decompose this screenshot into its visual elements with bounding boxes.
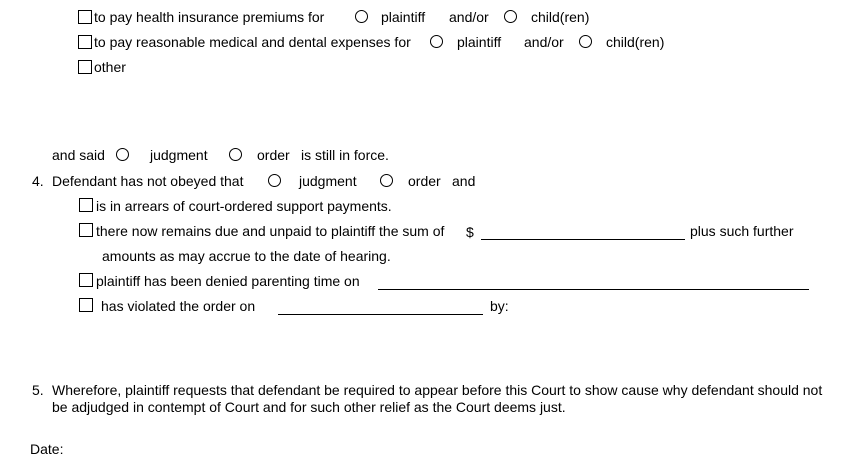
health-insurance-plaintiff-radio[interactable] bbox=[355, 10, 368, 23]
dollar-sign: $ bbox=[466, 224, 474, 240]
obeyed-order-radio[interactable] bbox=[380, 174, 393, 187]
section-4-number: 4. bbox=[32, 173, 44, 189]
health-insurance-children-radio[interactable] bbox=[504, 10, 517, 23]
arrears-checkbox[interactable] bbox=[79, 198, 93, 212]
medical-dental-plaintiff-radio[interactable] bbox=[430, 35, 443, 48]
medical-dental-children-radio[interactable] bbox=[579, 35, 592, 48]
section-5-line-2: be adjudged in contempt of Court and for such other relief as the Court deems just. bbox=[52, 399, 566, 415]
medical-dental-label: to pay reasonable medical and dental expenses for bbox=[94, 34, 411, 50]
parenting-time-label: plaintiff has been denied parenting time on bbox=[96, 273, 360, 289]
medical-dental-andor-label: and/or bbox=[524, 34, 564, 50]
obeyed-judgment-radio[interactable] bbox=[268, 174, 281, 187]
section-5-line-1: Wherefore, plaintiff requests that defendant be required to appear before this Court to show cause why defendant should not bbox=[52, 382, 823, 398]
medical-dental-plaintiff-label: plaintiff bbox=[457, 34, 502, 50]
section-4-text: Defendant has not obeyed that bbox=[52, 173, 244, 189]
medical-dental-checkbox[interactable] bbox=[78, 35, 92, 49]
section-4-and-label: and bbox=[452, 173, 476, 189]
medical-dental-children-label: child(ren) bbox=[606, 34, 665, 50]
amount-due-field[interactable] bbox=[481, 239, 685, 240]
health-insurance-plaintiff-label: plaintiff bbox=[381, 9, 426, 25]
date-label: Date: bbox=[30, 441, 64, 457]
other-label: other bbox=[94, 59, 126, 75]
remains-due-checkbox[interactable] bbox=[79, 223, 93, 237]
parenting-time-checkbox[interactable] bbox=[79, 273, 93, 287]
other-checkbox[interactable] bbox=[78, 60, 92, 74]
violated-order-date-field[interactable] bbox=[278, 314, 483, 315]
arrears-label: is in arrears of court-ordered support payments. bbox=[96, 198, 392, 214]
health-insurance-children-label: child(ren) bbox=[531, 9, 590, 25]
obeyed-order-label: order bbox=[408, 173, 441, 189]
accrue-label: amounts as may accrue to the date of hearing. bbox=[102, 248, 391, 264]
health-insurance-andor-label: and/or bbox=[449, 9, 489, 25]
said-judgment-radio[interactable] bbox=[116, 148, 129, 161]
health-insurance-label: to pay health insurance premiums for bbox=[94, 9, 325, 25]
remains-due-label: there now remains due and unpaid to plaintiff the sum of bbox=[96, 223, 445, 239]
plus-further-label: plus such further bbox=[690, 223, 794, 239]
said-order-label: order bbox=[257, 147, 290, 163]
parenting-time-date-field[interactable] bbox=[378, 289, 809, 290]
health-insurance-checkbox[interactable] bbox=[78, 10, 92, 24]
by-label: by: bbox=[490, 298, 509, 314]
obeyed-judgment-label: judgment bbox=[299, 173, 357, 189]
said-order-radio[interactable] bbox=[229, 148, 242, 161]
section-5-number: 5. bbox=[32, 382, 44, 398]
said-judgment-label: judgment bbox=[150, 147, 208, 163]
violated-order-label: has violated the order on bbox=[101, 298, 256, 314]
and-said-label: and said bbox=[52, 147, 105, 163]
still-in-force-label: is still in force. bbox=[301, 147, 389, 163]
violated-order-checkbox[interactable] bbox=[79, 298, 93, 312]
